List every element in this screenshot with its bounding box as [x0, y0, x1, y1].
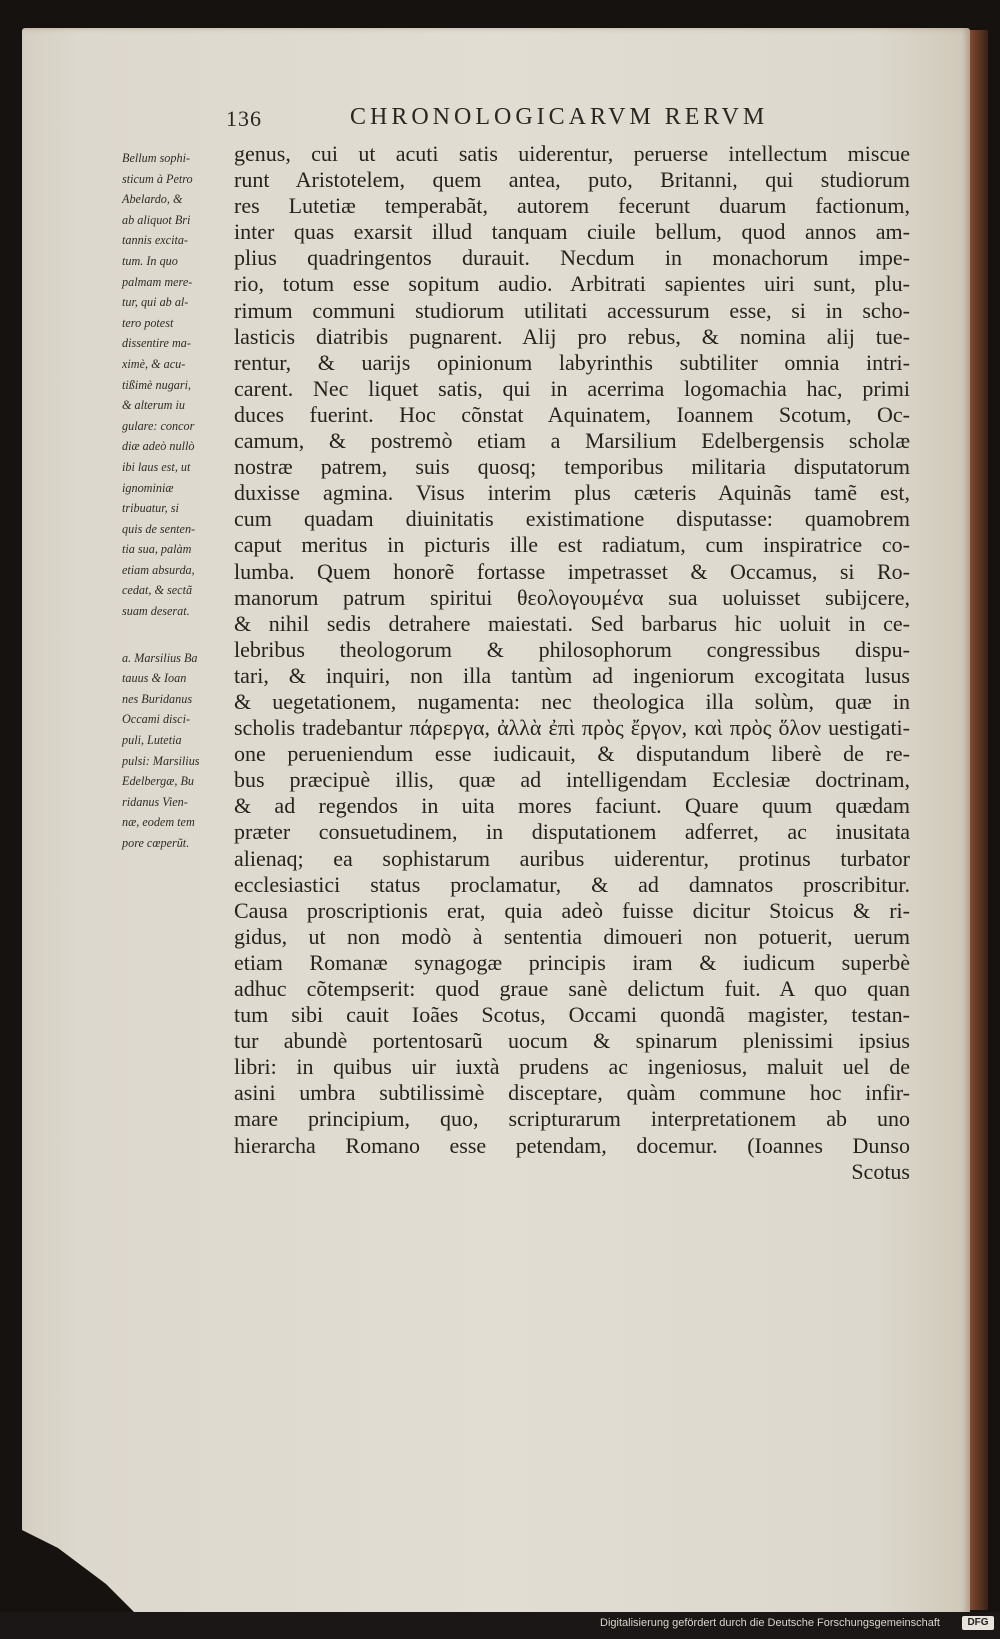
text-line: ecclesiastici status proclamatur, & ad damnatos proscribitur. — [234, 871, 910, 897]
text-line: mare principium, quo, scripturarum interpretationem ab uno — [234, 1106, 910, 1132]
text-line: res Lutetiæ temperabãt, autorem fecerunt duarum factionum, — [234, 193, 910, 219]
text-line: lebribus theologorum & philosophorum congressibus dispu- — [234, 636, 910, 662]
marginal-note-line: tauus & Ioan — [122, 671, 187, 686]
running-title: CHRONOLOGICARVM RERVM — [350, 104, 769, 130]
text-line: runt Aristotelem, quem antea, puto, Britanni, qui studiorum — [234, 167, 910, 193]
marginal-note-line: ab aliquot Bri — [122, 212, 191, 227]
text-line: manorum patrum spiritui θεολογουμένα sua uoluisset subijcere, — [234, 584, 910, 610]
text-line: alienaq; ea sophistarum auribus uiderentur, protinus turbator — [234, 845, 910, 871]
marginal-note-line: etiam absurda, — [122, 562, 195, 577]
text-line: gidus, ut non modò à sententia dimoueri non potuerit, uerum — [234, 923, 910, 949]
marginal-note — [122, 648, 232, 854]
marginal-note — [122, 148, 232, 622]
marginal-note-line: dissentire ma- — [122, 336, 191, 351]
marginal-note-line: puli, Lutetia — [122, 733, 182, 748]
marginal-note-line: ignominiæ — [122, 480, 174, 495]
text-line: & uegetationem, nugamenta: nec theologica illa solùm, quæ in — [234, 688, 910, 714]
text-line: etiam Romanæ synagogæ principis iram & iudicum superbè — [234, 949, 910, 975]
marginal-note-line: palmam mere- — [122, 274, 193, 289]
marginal-note-line: pore cœperũt. — [122, 836, 190, 850]
text-line: hierarcha Romano esse petendam, docemur. (Ioannes Dunso — [234, 1132, 910, 1158]
text-line: genus, cui ut acuti satis uiderentur, peruerse intellectum miscue — [234, 141, 910, 166]
text-line: duces fuerint. Hoc cõnstat Aquinatem, Ioannem Scotum, Oc- — [234, 401, 910, 427]
text-line: scholis tradebantur πάρεργα, ἀλλὰ ἐπὶ πρὸς ἔργον, καὶ πρὸς ὅλον uestigati- — [234, 715, 910, 741]
marginal-note-line: tannis excita- — [122, 233, 188, 248]
marginal-note-line: sticum à Petro — [122, 171, 193, 186]
marginal-note-line: diæ adeò nullò — [122, 439, 195, 454]
marginal-note-line: gulare: concor — [122, 418, 195, 433]
marginal-note-line: tribuatur, si — [122, 501, 179, 516]
marginal-note-line: ibi laus est, ut — [122, 459, 191, 474]
marginal-note-line: Bellum sophi- — [122, 151, 191, 165]
text-line: one perueniendum esse iudicauit, & disputandum liberè de re- — [234, 741, 910, 767]
text-line: libri: in quibus uir iuxtà prudens ac ingeniosus, maluit uel de — [234, 1054, 910, 1080]
marginal-note-line: næ, eodem tem — [122, 815, 195, 830]
marginal-note-line: Edelbergæ, Bu — [122, 774, 194, 789]
text-line: præter consuetudinem, in disputationem adferret, ac inusitata — [234, 819, 910, 845]
text-line: lumba. Quem honorẽ fortasse impetrasset & Occamus, si Ro- — [234, 558, 910, 584]
text-line: rio, totum esse sopitum audio. Arbitrati sapientes uiri sunt, plu- — [234, 271, 910, 297]
marginal-note-line: tur, qui ab al- — [122, 295, 189, 310]
text-line: lasticis diatribis pugnarent. Alij pro rebus, & nomina alij tue- — [234, 323, 910, 349]
marginal-note-line: tißimè nugari, — [122, 377, 192, 392]
marginal-notes — [122, 148, 232, 854]
text-line: tari, & inquiri, non illa tantùm ad ingeniorum excogitata lusus — [234, 662, 910, 688]
body-text — [234, 141, 910, 1185]
funding-credit: Digitalisierung gefördert durch die Deutsche Forschungsgemeinschaft — [600, 1617, 940, 1629]
text-line: tur abundè portentosarũ uocum & spinarum plenissimi ipsius — [234, 1028, 910, 1054]
text-line: carent. Nec liquet satis, qui in acerrima logomachia hac, primi — [234, 375, 910, 401]
marginal-note-line: tia sua, palàm — [122, 542, 192, 557]
marginal-note-line: tum. In quo — [122, 253, 178, 268]
marginal-note-line: Abelardo, & — [122, 192, 183, 207]
marginal-note-line: ximè, & acu- — [122, 356, 186, 371]
text-line: nostræ patrem, suis quosq; temporibus militaria disputatorum — [234, 454, 910, 480]
text-line: camum, & postremò etiam a Marsilium Edelbergensis scholæ — [234, 428, 910, 454]
marginal-note-line: a. Marsilius Ba — [122, 650, 198, 665]
marginal-note-line: nes Buridanus — [122, 691, 193, 706]
text-line: rimum communi studiorum utilitati accessurum esse, si in scho- — [234, 297, 910, 323]
page-number: 136 — [226, 106, 262, 131]
marginal-note-line: & alterum iu — [122, 398, 185, 413]
text-line: plius quadringentos durauit. Necdum in monachorum impe- — [234, 245, 910, 271]
marginal-note-line: quis de senten- — [122, 521, 196, 536]
text-line: & ad regendos in uita mores faciunt. Quare quum quædam — [234, 793, 910, 819]
marginal-note-line: tero potest — [122, 315, 174, 330]
text-line: tum sibi cauit Ioães Scotus, Occami quondã magister, testan- — [234, 1002, 910, 1028]
text-line: Causa proscriptionis erat, quia adeò fuisse dicitur Stoicus & ri- — [234, 897, 910, 923]
catchword: Scotus — [851, 1158, 910, 1184]
text-line: bus præcipuè illis, quæ ad intelligendam Ecclesiæ doctrinam, — [234, 767, 910, 793]
text-line: caput meritus in picturis ille est radiatum, cum inspiratrice co- — [234, 532, 910, 558]
text-line: duxisse agmina. Visus interim plus cæteris Aquinãs tamẽ est, — [234, 480, 910, 506]
text-line: adhuc cõtempserit: quod graue sanè delictum fuit. A quo quan — [234, 976, 910, 1001]
text-line: inter quas exarsit illud tanquam ciuile bellum, quod annos am- — [234, 219, 910, 245]
marginal-note-line: ridanus Vien- — [122, 794, 188, 809]
marginal-note-spacer — [122, 622, 232, 648]
dfg-logo: DFG — [962, 1616, 994, 1630]
marginal-note-line: pulsi: Marsilius — [122, 753, 200, 768]
text-line: asini umbra subtilissimè disceptare, quàm commune hoc infir- — [234, 1080, 910, 1106]
marginal-note-line: suam deserat. — [122, 604, 190, 619]
text-line: cum quadam diuinitatis existimatione disputasse: quamobrem — [234, 506, 910, 532]
marginal-note-line: Occami disci- — [122, 712, 191, 727]
text-line: rentur, & uarijs opinionum labyrinthis subtiliter omnia intri- — [234, 349, 910, 375]
marginal-note-line: cedat, & sectã — [122, 583, 193, 598]
text-line: & nihil sedis detrahere maiestati. Sed barbarus hic uoluit in ce- — [234, 610, 910, 636]
